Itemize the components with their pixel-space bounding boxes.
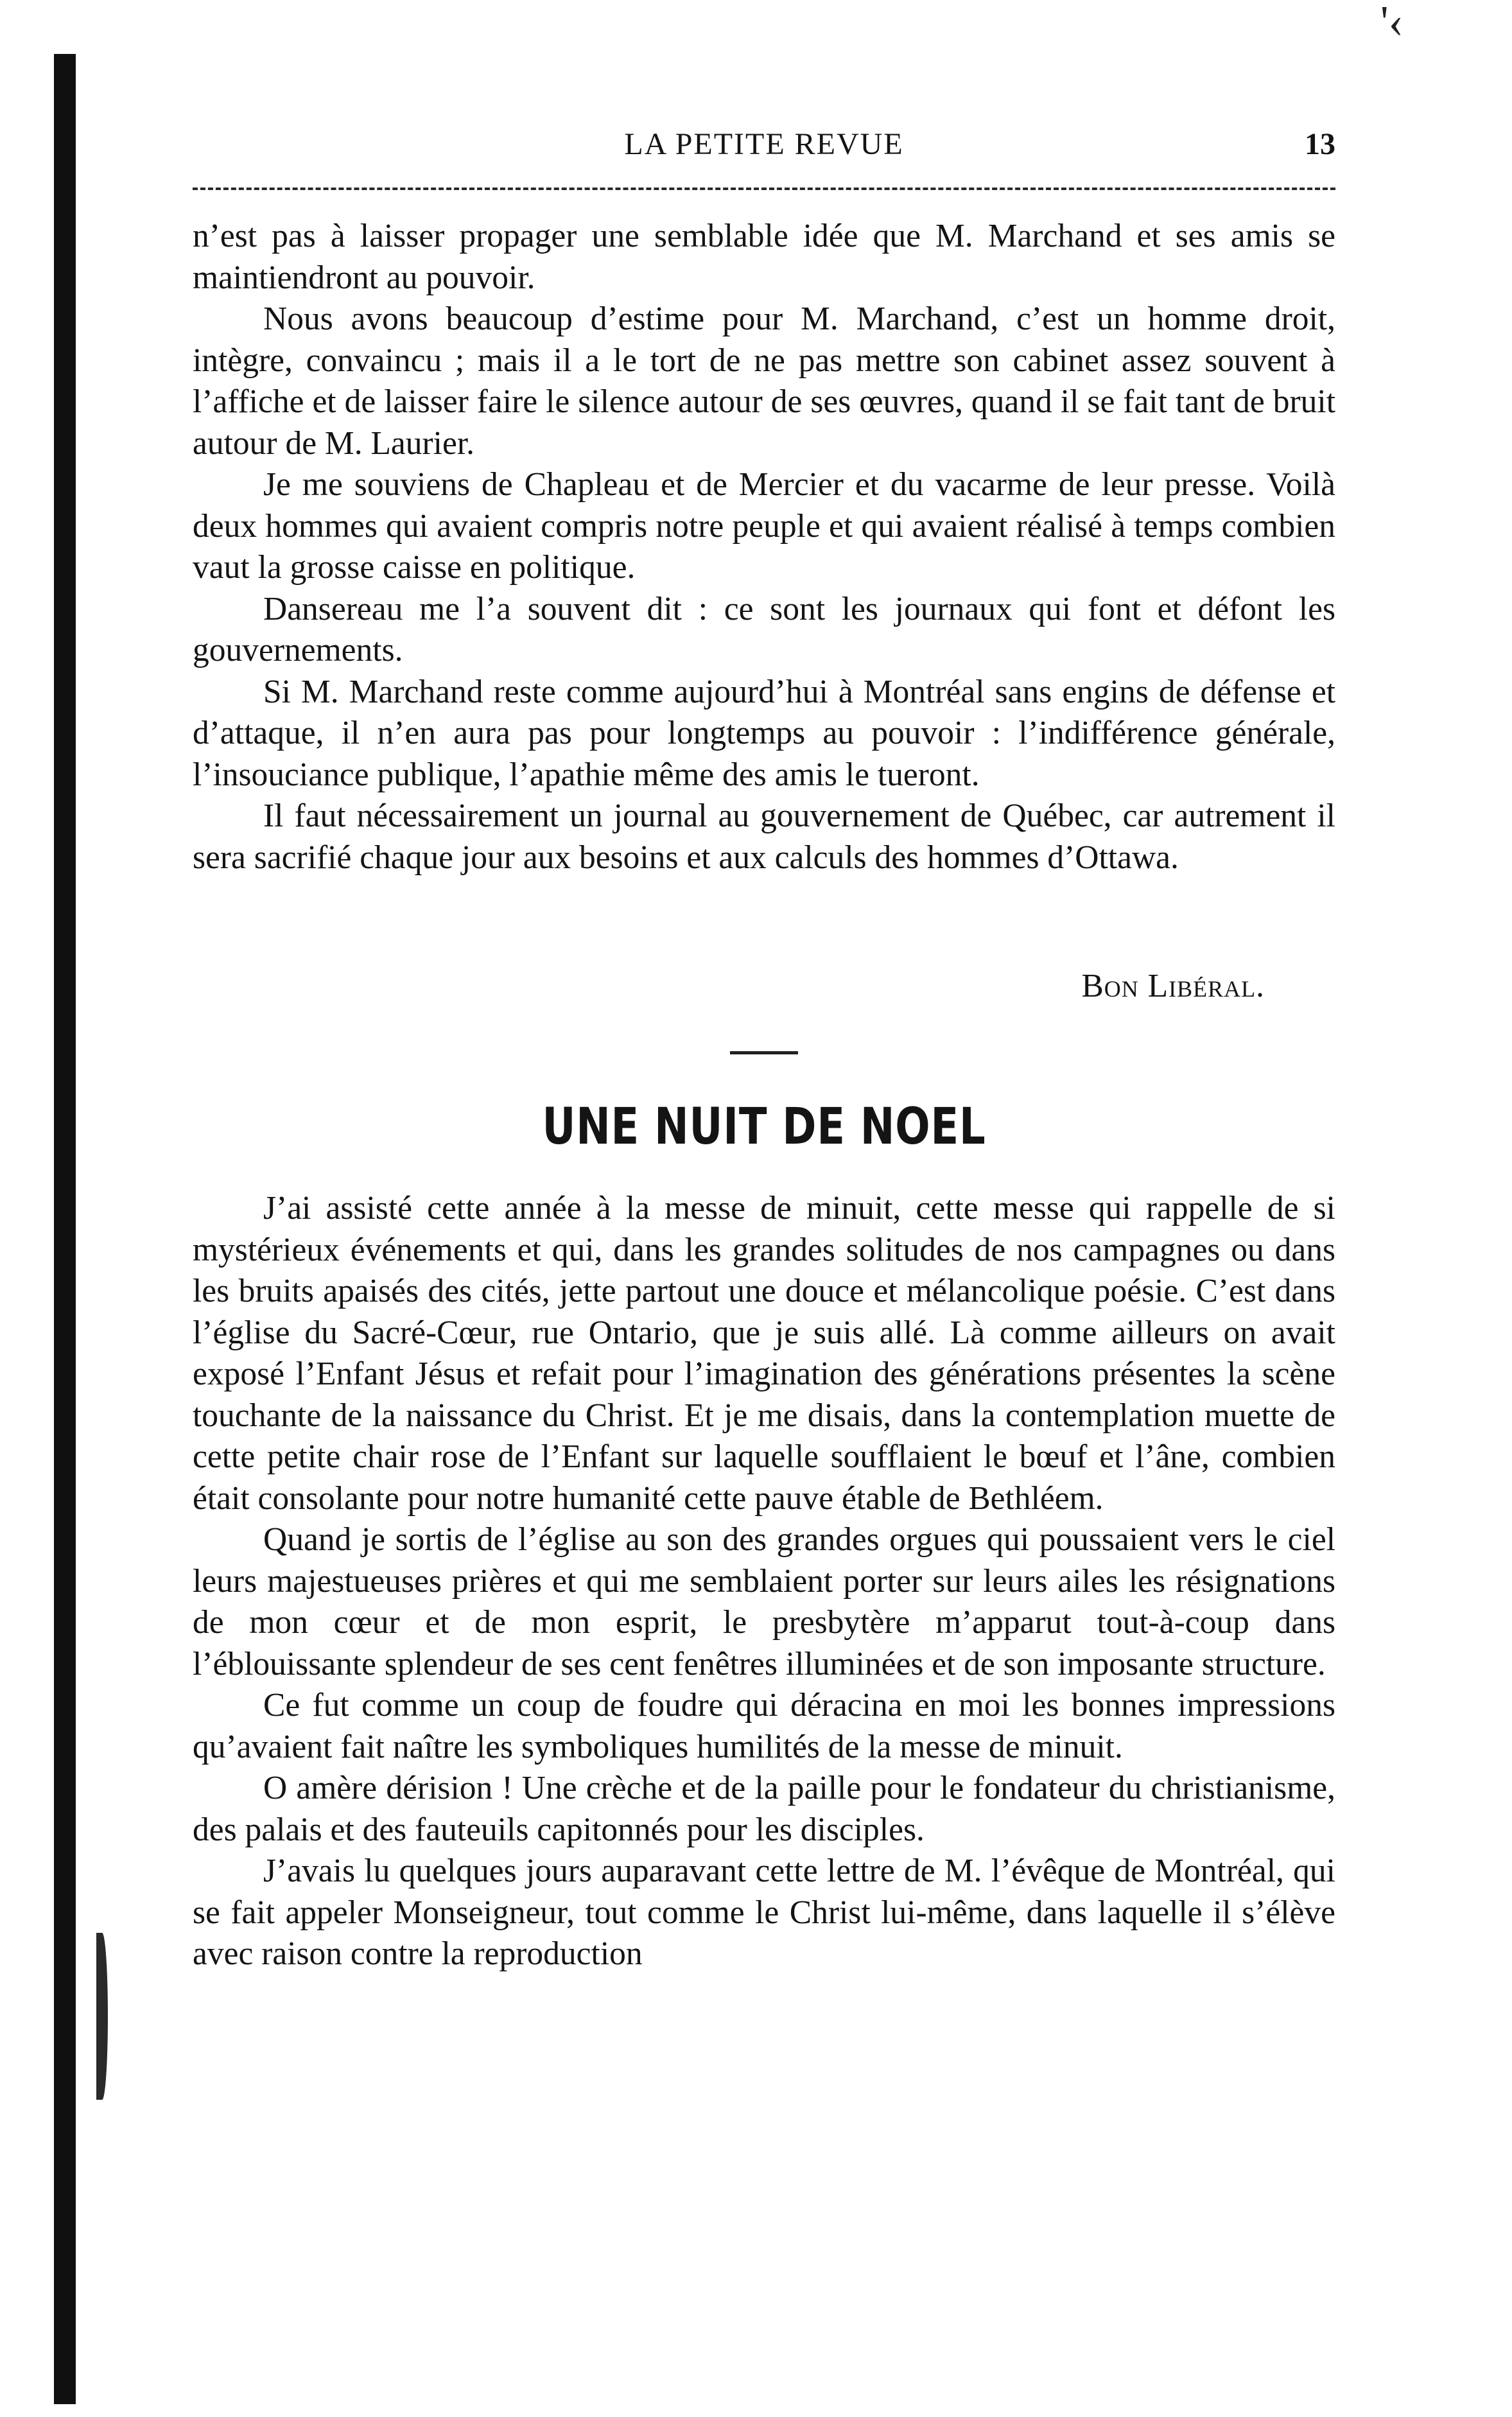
section-divider bbox=[730, 1051, 798, 1054]
article-une-nuit-de-noel bbox=[193, 1188, 1335, 1975]
paragraph: Quand je sortis de l’église au son des grandes orgues qui poussaient vers le ciel leurs majestueuses prières et qui me semblaient porter sur leurs ailes les résignations de mon cœur et de mon esprit, le presbytère m’apparut tout-à-coup dans l’éblouissante splendeur de ses cent fenêtres illuminées et de son imposante structure. bbox=[193, 1521, 1335, 1682]
paragraph: O amère dérision ! Une crèche et de la paille pour le fondateur du christianisme, des palais et des fauteuils capitonnés pour les disciples. bbox=[193, 1770, 1335, 1848]
paragraph: Je me souviens de Chapleau et de Mercier et du vacarme de leur presse. Voilà deux hommes qui avaient compris notre peuple et qui avaient réalisé à temps combien vaut la grosse caisse en politique. bbox=[193, 466, 1335, 586]
corner-mark: '‹ bbox=[1380, 0, 1403, 47]
running-head bbox=[193, 122, 1335, 167]
author-signature: Bon Libéral. bbox=[1081, 968, 1265, 1004]
paragraph: Dansereau me l’a souvent dit : ce sont les journaux qui font et défont les gouvernements. bbox=[193, 590, 1335, 668]
paragraph: Si M. Marchand reste comme aujourd’hui à Montréal sans engins de défense et d’attaque, il n’en aura pas pour longtemps au pouvoir : l’indifférence générale, l’insouciance publique, l’apathie même des amis le tueront. bbox=[193, 673, 1335, 793]
article-continued bbox=[193, 216, 1335, 878]
binding-blot bbox=[96, 1933, 108, 2100]
header-rule bbox=[193, 188, 1335, 190]
paragraph: Ce fut comme un coup de foudre qui déracina en moi les bonnes impressions qu’avaient fait naître les symboliques humilités de la messe de minuit. bbox=[193, 1687, 1335, 1765]
paragraph: J’avais lu quelques jours auparavant cette lettre de M. l’évêque de Montréal, qui se fait appeler Monseigneur, tout comme le Christ lui-même, dans laquelle il s’élève avec raison contre la reproduction bbox=[193, 1853, 1335, 1972]
running-title: LA PETITE REVUE bbox=[624, 127, 904, 161]
paragraph: n’est pas à laisser propager une semblable idée que M. Marchand et ses amis se maintiendront au pouvoir. bbox=[193, 218, 1335, 296]
paragraph: Il faut nécessairement un journal au gouvernement de Québec, car autrement il sera sacrifié chaque jour aux besoins et aux calculs des hommes d’Ottawa. bbox=[193, 798, 1335, 876]
paragraph: J’ai assisté cette année à la messe de minuit, cette messe qui rappelle de si mystérieux événements et qui, dans les grandes solitudes de nos campagnes ou dans les bruits apaisés des cités, jette partout une douce et mélancolique poésie. C’est dans l’église du Sacré-Cœur, rue Ontario, que je suis allé. Là comme ailleurs on avait exposé l’Enfant Jésus et refait pour l’imagination des générations présentes la scène touchante de la naissance du Christ. Et je me disais, dans la contemplation muette de cette petite chair rose de l’Enfant sur laquelle soufflaient le bœuf et l’âne, combien était consolante pour notre humanité cette pauve étable de Bethléem. bbox=[193, 1190, 1335, 1517]
section-heading: UNE NUIT DE NOEL bbox=[542, 1098, 986, 1156]
paragraph: Nous avons beaucoup d’estime pour M. Marchand, c’est un homme droit, intègre, convaincu ; mais il a le tort de ne pas mettre son cabinet assez souvent à l’affiche et de laisser faire le silence autour de ses œuvres, quand il se fait tant de bruit autour de M. Laurier. bbox=[193, 301, 1335, 462]
page-number: 13 bbox=[1305, 127, 1335, 161]
binding-gutter-shadow bbox=[54, 54, 76, 2404]
